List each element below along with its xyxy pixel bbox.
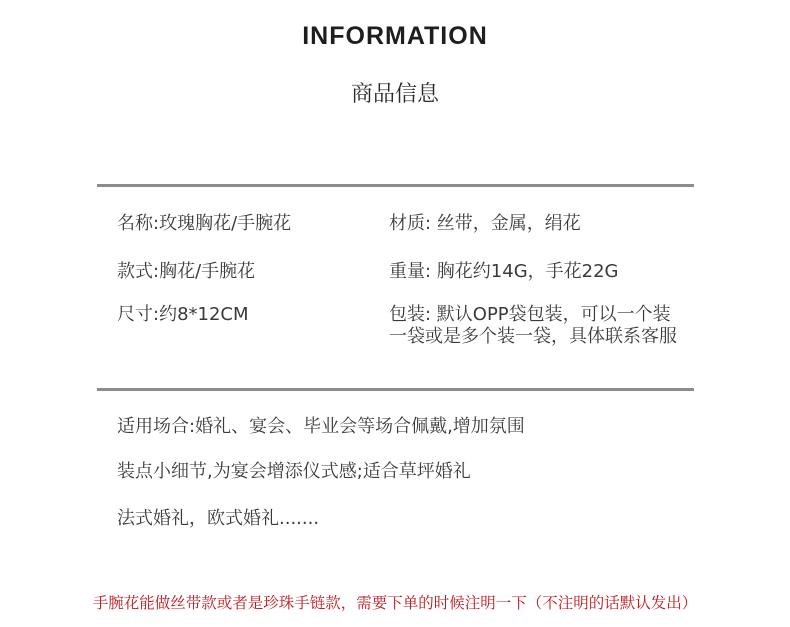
spec-name: 名称:玫瑰胸花/手腕花 (117, 213, 292, 234)
spec-size: 尺寸:约8*12CM (117, 304, 249, 325)
spec-style: 款式:胸花/手腕花 (117, 261, 256, 282)
usage-line-2: 装点小细节,为宴会增添仪式感;适合草坪婚礼 (117, 461, 471, 482)
divider-top (97, 184, 694, 187)
spec-packaging-line1: 包装: 默认OPP袋包装，可以一个装 (389, 304, 671, 325)
usage-line-3: 法式婚礼，欧式婚礼....... (117, 508, 320, 529)
title-en: INFORMATION (302, 22, 488, 50)
spec-weight: 重量: 胸花约14G，手花22G (389, 261, 619, 282)
title-cn: 商品信息 (350, 82, 439, 107)
divider-middle (97, 388, 694, 391)
usage-line-1: 适用场合:婚礼、宴会、毕业会等场合佩戴,增加氛围 (117, 416, 525, 437)
spec-material: 材质: 丝带，金属，绢花 (389, 213, 581, 234)
spec-packaging-line2: 一袋或是多个装一袋，具体联系客服 (389, 326, 677, 347)
footer-note: 手腕花能做丝带款或者是珍珠手链款，需要下单的时候注明一下（不注明的话默认发出） (92, 594, 698, 612)
